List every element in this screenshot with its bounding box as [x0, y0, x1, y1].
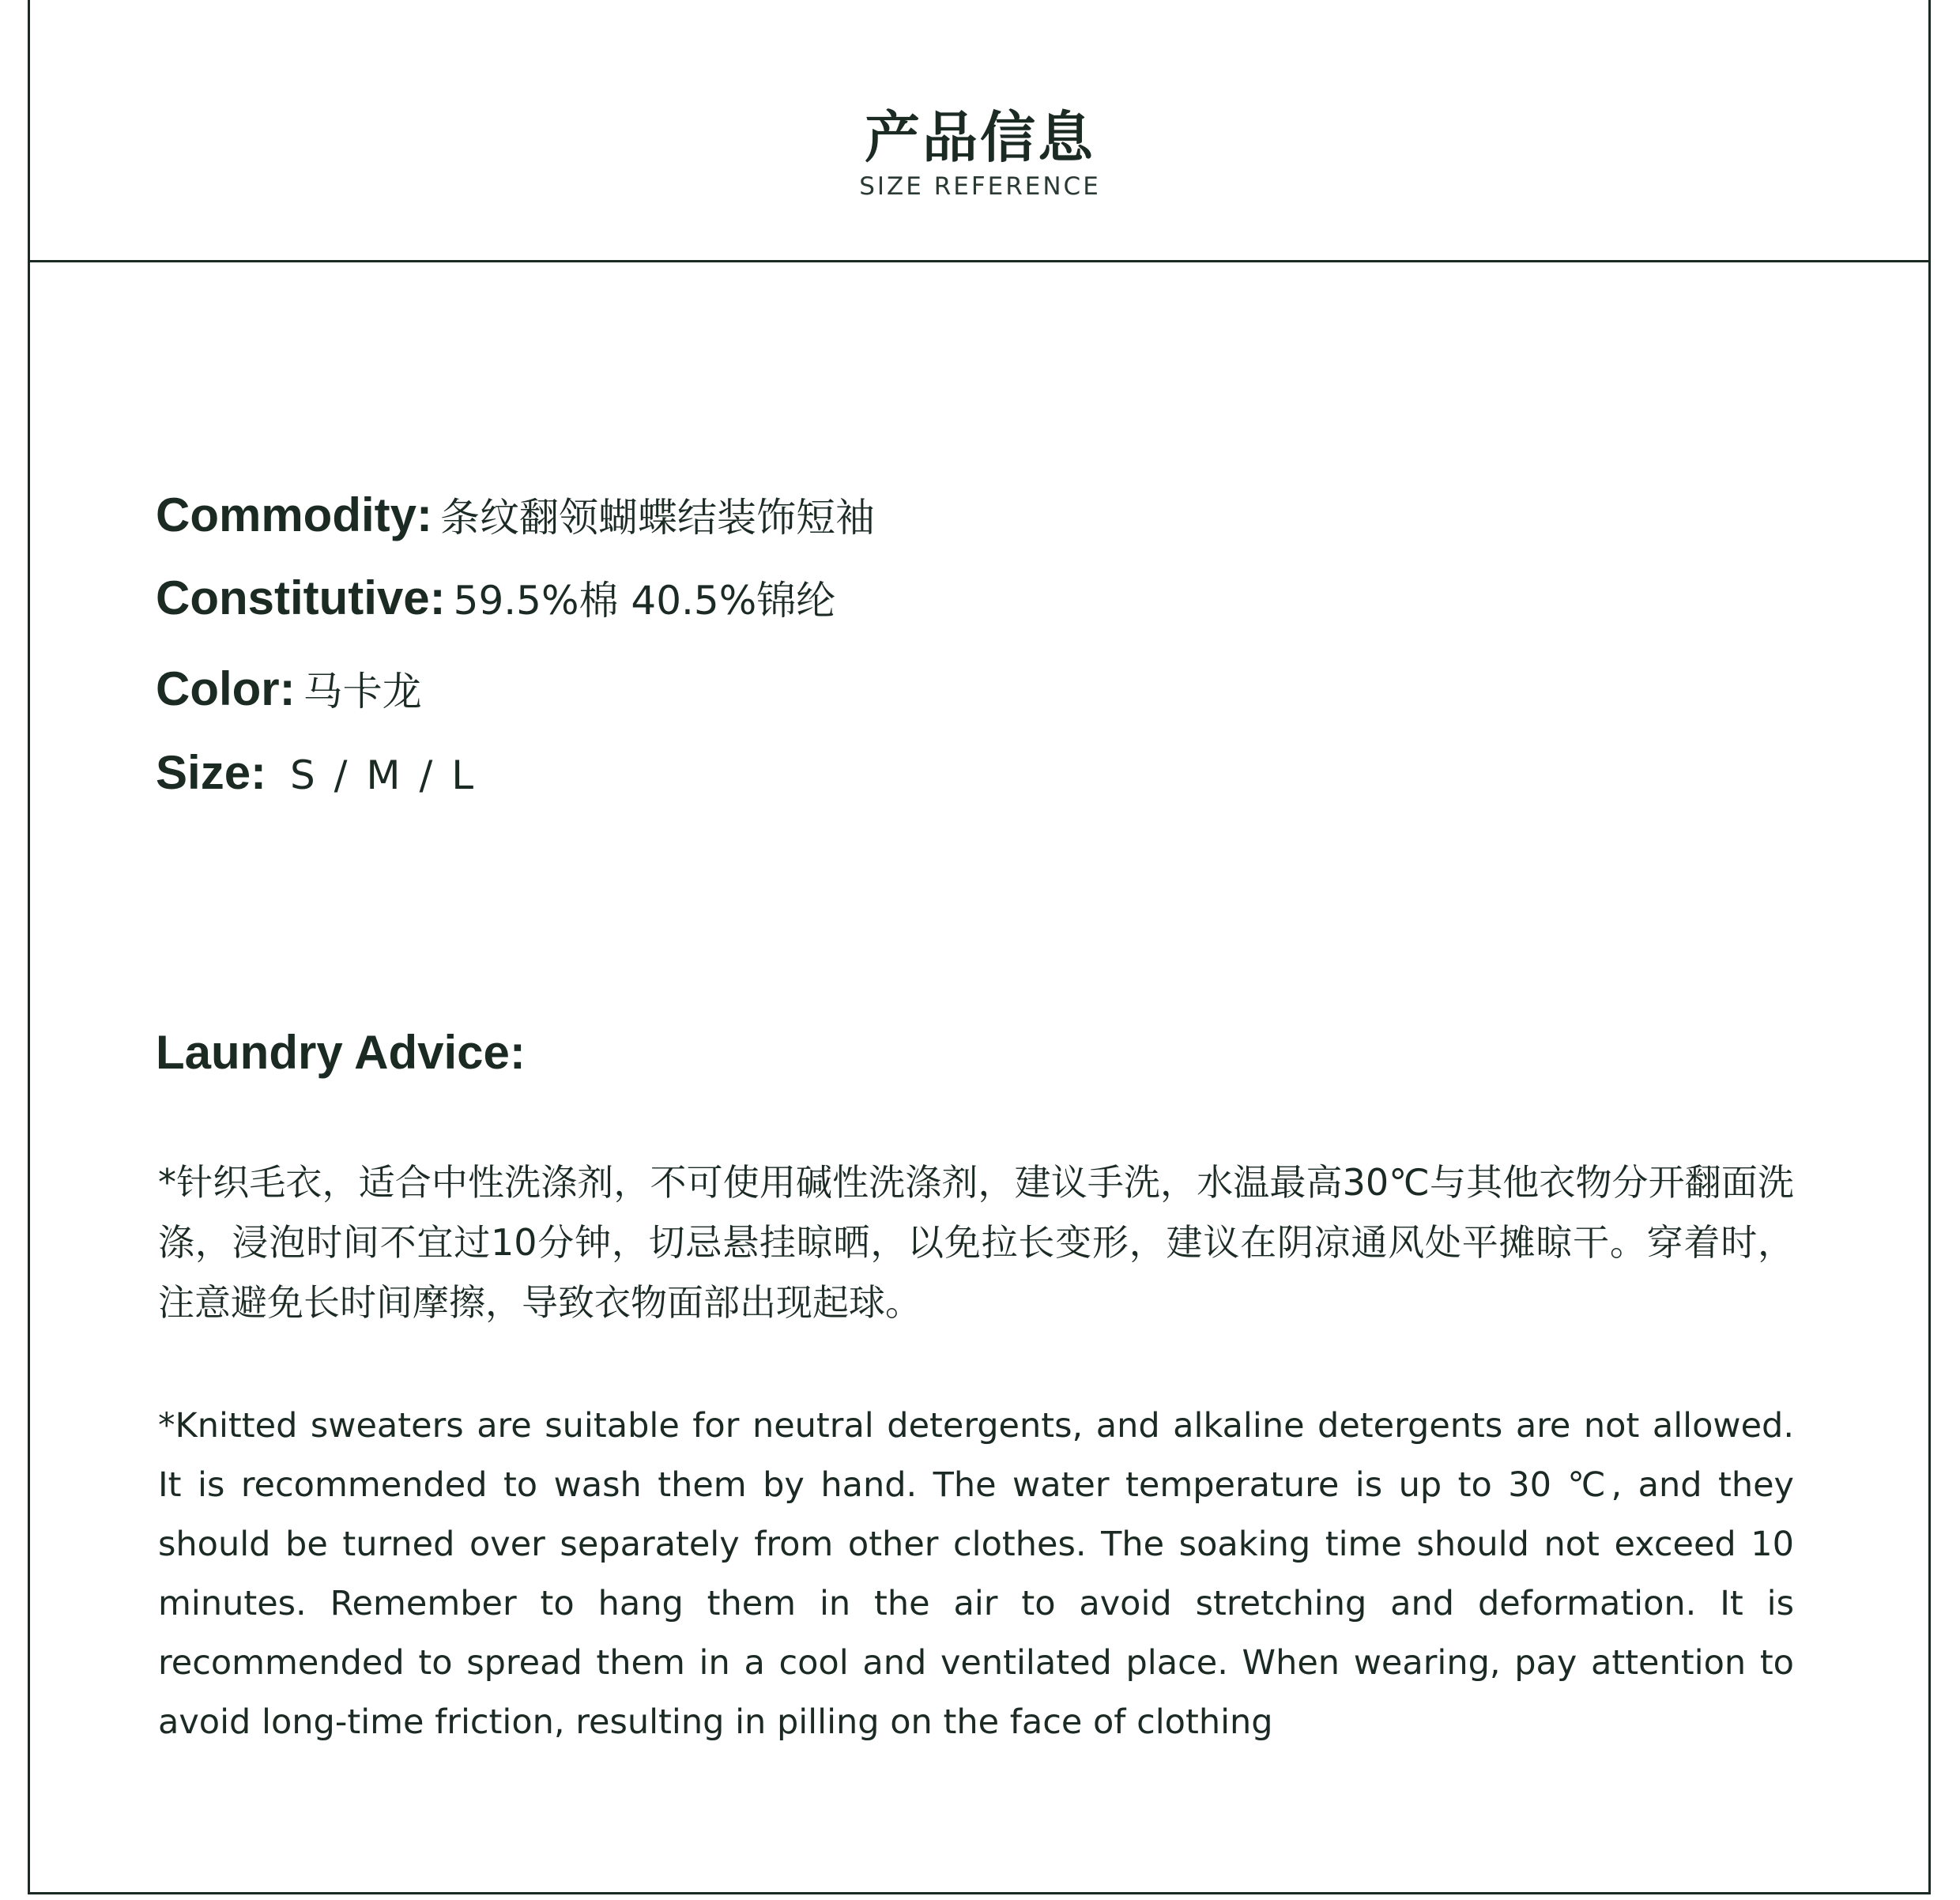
page-subtitle: SIZE REFERENCE — [859, 172, 1101, 201]
commodity-value: 条纹翻领蝴蝶结装饰短袖 — [439, 495, 875, 541]
color-row — [156, 660, 422, 723]
laundry-advice-heading: Laundry Advice: — [156, 1026, 526, 1079]
laundry-advice-en: *Knitted sweaters are suitable for neutral detergents, and alkaline detergents are not allowed. It is recommended to wash them by hand. The water temperature is up to 30 ℃, and they should be turned over separately from other clothes. The soaking time should not exceed 10 minutes. Remember to hang them in the air to avoid stretching and deformation. It is recommended to spread them in a cool and ventilated place. When wearing, pay attention to avoid long-time friction, resulting in pilling on the face of clothing — [158, 1406, 1794, 1742]
size-value: S / M / L — [290, 752, 477, 798]
color-value: 马卡龙 — [303, 669, 422, 714]
commodity-label: Commodity: — [156, 488, 432, 541]
header-divider — [28, 260, 1931, 262]
constitutive-value: 59.5%棉 40.5%锦纶 — [453, 578, 836, 624]
size-row — [156, 745, 477, 809]
size-label: Size: — [156, 746, 267, 799]
constitutive-row — [156, 569, 835, 632]
constitutive-label: Constitutive: — [156, 571, 446, 624]
color-label: Color: — [156, 662, 296, 715]
commodity-row — [156, 486, 875, 549]
laundry-advice-cn: *针织毛衣，适合中性洗涤剂，不可使用碱性洗涤剂，建议手洗，水温最高30℃与其他衣物分开翻面洗涤，浸泡时间不宜过10分钟，切忌悬挂晾晒，以免拉长变形，建议在阴凉通风处平摊晾干。穿着时，注意避免长时间摩擦，导致衣物面部出现起球。 — [158, 1161, 1794, 1324]
page-title: 产品信息 — [865, 105, 1095, 170]
